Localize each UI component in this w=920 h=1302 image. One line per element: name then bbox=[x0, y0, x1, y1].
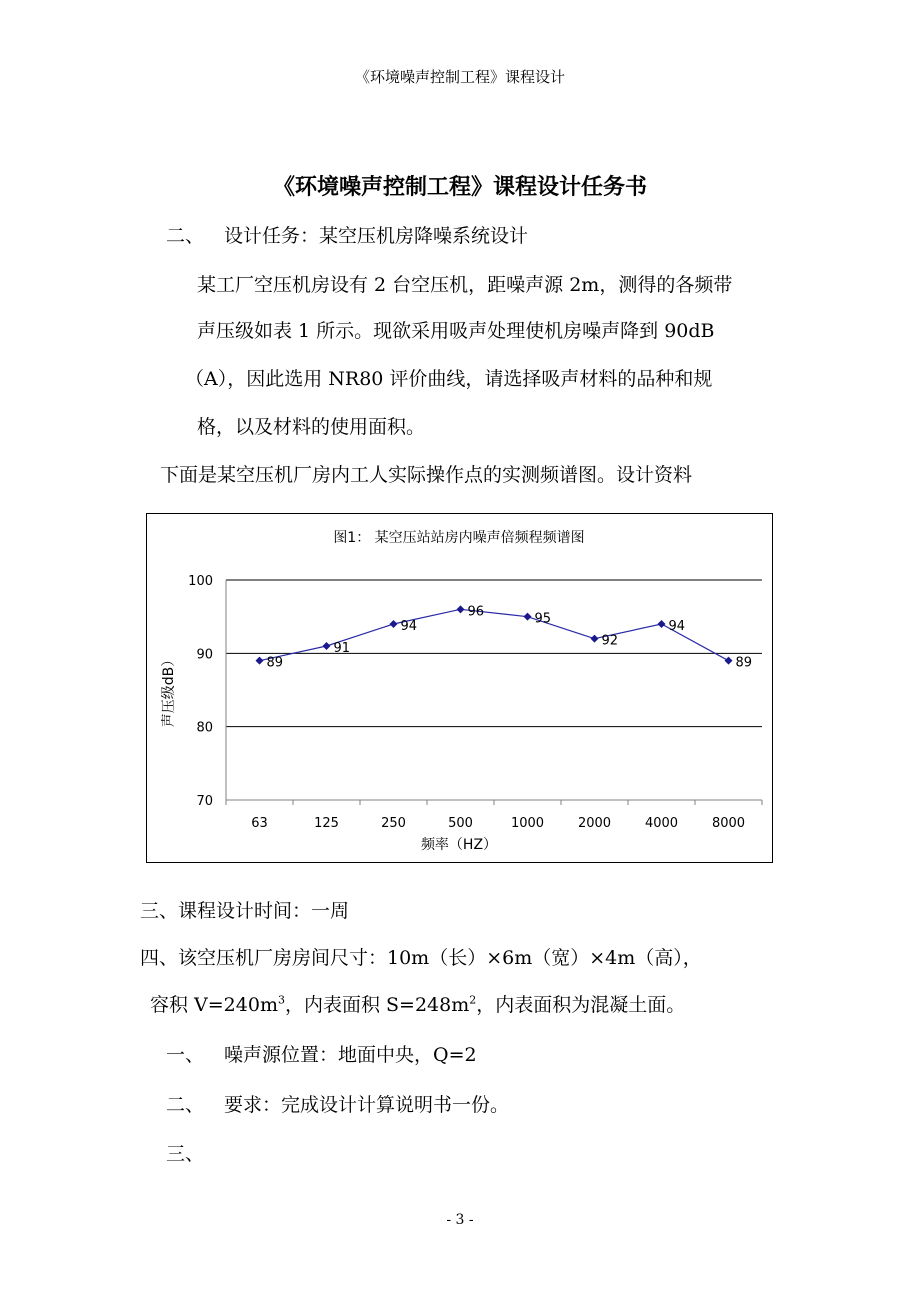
document-title: 《环境噪声控制工程》课程设计任务书 bbox=[272, 175, 647, 200]
item-2-text: 要求：完成设计计算说明书一份。 bbox=[224, 1094, 510, 1116]
data-point bbox=[524, 613, 532, 621]
y-tick-label: 100 bbox=[188, 574, 213, 589]
chart-title: 图1： 某空压站站房内噪声倍频程频谱图 bbox=[333, 530, 585, 546]
item-1-text: 噪声源位置：地面中央，Q=2 bbox=[224, 1044, 477, 1066]
volume-exponent: 3 bbox=[277, 993, 285, 1007]
data-label: 95 bbox=[534, 611, 552, 627]
data-point bbox=[390, 620, 398, 628]
x-tick-label: 1000 bbox=[510, 816, 545, 831]
x-tick-label: 250 bbox=[381, 816, 406, 831]
data-point bbox=[658, 620, 666, 628]
task-line-1: 某工厂空压机房设有 2 台空压机，距噪声源 2m，测得的各频带 bbox=[197, 274, 733, 296]
item-1-number: 一、 bbox=[166, 1044, 205, 1066]
x-tick-label: 4000 bbox=[644, 816, 679, 831]
x-tick-label: 500 bbox=[448, 816, 473, 831]
item-2-number: 二、 bbox=[166, 1094, 205, 1116]
data-label: 94 bbox=[668, 619, 686, 634]
y-tick-label: 70 bbox=[196, 794, 213, 809]
page-number: - 3 - bbox=[446, 1212, 474, 1228]
task-line-2: 声压级如表 1 所示。现欲采用吸声处理使机房噪声降到 90dB bbox=[197, 320, 715, 342]
y-axis-label: 声压级dB） bbox=[161, 652, 177, 728]
x-axis-label: 频率（HZ） bbox=[420, 837, 498, 853]
data-label: 91 bbox=[333, 641, 351, 656]
x-tick-label: 2000 bbox=[577, 816, 612, 831]
data-point bbox=[457, 605, 465, 613]
volume-text: 容积 V=240m bbox=[150, 994, 278, 1016]
data-label: 92 bbox=[601, 633, 619, 649]
data-point bbox=[256, 657, 264, 665]
section-2-number: 二、 bbox=[166, 225, 205, 247]
area-text: ，内表面积 S=248m bbox=[284, 994, 470, 1016]
section-3: 三、课程设计时间：一周 bbox=[140, 900, 350, 922]
data-label: 96 bbox=[467, 604, 485, 620]
x-tick-label: 63 bbox=[251, 816, 268, 831]
x-tick-label: 125 bbox=[314, 816, 339, 831]
y-tick-label: 90 bbox=[196, 647, 213, 663]
area-exponent: 2 bbox=[469, 993, 477, 1007]
data-point bbox=[725, 657, 733, 665]
x-tick-label: 8000 bbox=[711, 816, 746, 831]
data-label: 89 bbox=[735, 655, 753, 671]
data-point bbox=[323, 642, 331, 650]
y-tick-label: 80 bbox=[196, 720, 213, 736]
data-label: 94 bbox=[400, 619, 418, 634]
section-4-line-2 bbox=[150, 990, 685, 1017]
intro-line: 下面是某空压机厂房内工人实际操作点的实测频谱图。设计资料 bbox=[160, 464, 693, 486]
section-2-text: 设计任务：某空压机房降噪系统设计 bbox=[224, 225, 529, 247]
data-label: 89 bbox=[266, 655, 284, 671]
data-point bbox=[591, 635, 599, 643]
item-3-number: 三、 bbox=[166, 1143, 205, 1165]
spectrum-chart bbox=[146, 513, 773, 863]
task-line-4: 格，以及材料的使用面积。 bbox=[197, 416, 426, 438]
chart-canvas bbox=[147, 514, 772, 862]
section-4-line-1: 四、该空压机厂房房间尺寸：10m（长）×6m（宽）×4m（高）， bbox=[140, 947, 702, 969]
page-header: 《环境噪声控制工程》课程设计 bbox=[354, 68, 565, 86]
surface-text: ，内表面积为混凝土面。 bbox=[476, 994, 686, 1016]
task-line-3: （A），因此选用 NR80 评价曲线，请选择吸声材料的品种和规 bbox=[185, 368, 713, 390]
